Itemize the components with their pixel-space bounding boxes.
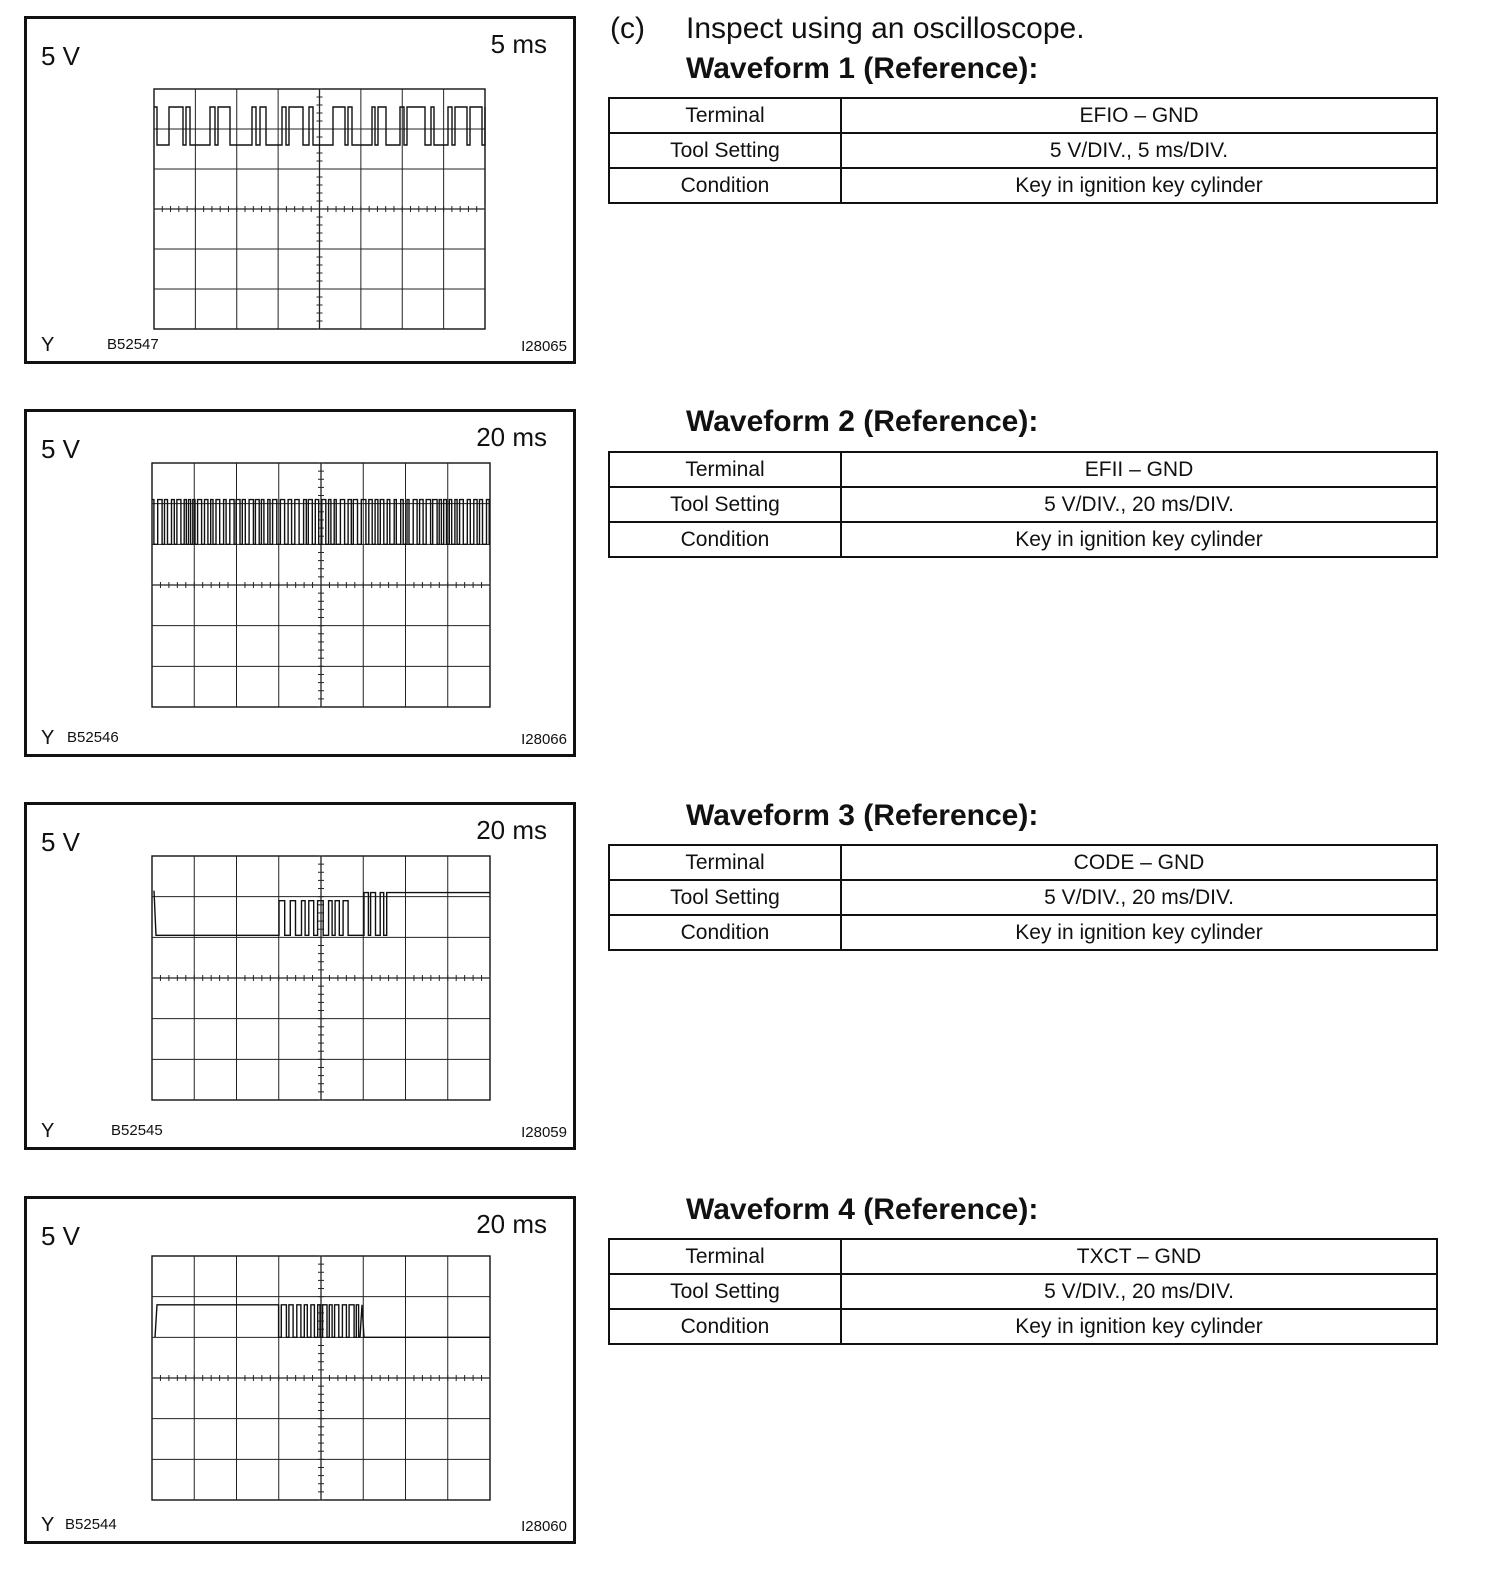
table-row xyxy=(609,487,1437,522)
y-label: Y xyxy=(41,727,55,749)
scope-panel-1 xyxy=(24,16,576,364)
scope-panel-4 xyxy=(24,1196,576,1544)
spec-value: Key in ignition key cylinder xyxy=(841,1309,1437,1344)
spec-value: Key in ignition key cylinder xyxy=(841,522,1437,557)
waveform-1-spec-table xyxy=(608,97,1438,204)
spec-key: Condition xyxy=(609,915,841,950)
spec-value: 5 V/DIV., 20 ms/DIV. xyxy=(841,880,1437,915)
spec-key: Condition xyxy=(609,168,841,203)
figure-code-right: I28066 xyxy=(521,731,567,748)
waveform-4-spec-table xyxy=(608,1238,1438,1345)
waveform-line xyxy=(155,1305,490,1338)
waveform-2-title: Waveform 2 (Reference): xyxy=(686,405,1039,438)
spec-value: Key in ignition key cylinder xyxy=(841,915,1437,950)
scope-graph-4 xyxy=(27,1199,579,1547)
spec-value: 5 V/DIV., 20 ms/DIV. xyxy=(841,487,1437,522)
figure-code-left: B52544 xyxy=(65,1516,117,1533)
y-label: Y xyxy=(41,1514,55,1536)
table-row xyxy=(609,133,1437,168)
table-row xyxy=(609,1239,1437,1274)
table-row xyxy=(609,98,1437,133)
spec-key: Condition xyxy=(609,1309,841,1344)
spec-value: 5 V/DIV., 5 ms/DIV. xyxy=(841,133,1437,168)
table-row xyxy=(609,880,1437,915)
time-scale-label: 20 ms xyxy=(476,422,547,452)
waveform-2-spec-table xyxy=(608,451,1438,558)
waveform-3-title: Waveform 3 (Reference): xyxy=(686,799,1039,832)
y-label: Y xyxy=(41,1120,55,1142)
scope-grid xyxy=(154,89,485,329)
volt-scale-label: 5 V xyxy=(41,1221,81,1251)
spec-value: Key in ignition key cylinder xyxy=(841,168,1437,203)
volt-scale-label: 5 V xyxy=(41,434,81,464)
instruction-text: Inspect using an oscilloscope. xyxy=(686,12,1085,45)
figure-code-right: I28059 xyxy=(521,1124,567,1141)
figure-code-right: I28060 xyxy=(521,1518,567,1535)
figure-code-left: B52546 xyxy=(67,729,119,746)
time-scale-label: 5 ms xyxy=(490,29,547,59)
y-label: Y xyxy=(41,334,55,356)
spec-key: Terminal xyxy=(609,1239,841,1274)
time-scale-label: 20 ms xyxy=(476,1209,547,1239)
waveform-3-spec-table xyxy=(608,844,1438,951)
figure-code-right: I28065 xyxy=(521,338,567,355)
scope-panel-3 xyxy=(24,802,576,1150)
figure-code-left: B52545 xyxy=(111,1122,163,1139)
spec-key: Tool Setting xyxy=(609,1274,841,1309)
volt-scale-label: 5 V xyxy=(41,827,81,857)
spec-value: EFII – GND xyxy=(841,452,1437,487)
spec-key: Terminal xyxy=(609,845,841,880)
table-row xyxy=(609,522,1437,557)
waveform-4-title: Waveform 4 (Reference): xyxy=(686,1193,1039,1226)
spec-key: Terminal xyxy=(609,452,841,487)
table-row xyxy=(609,452,1437,487)
table-row xyxy=(609,915,1437,950)
figure-code-left: B52547 xyxy=(107,336,159,353)
waveform-trace xyxy=(155,1305,490,1338)
spec-value: 5 V/DIV., 20 ms/DIV. xyxy=(841,1274,1437,1309)
table-row xyxy=(609,1309,1437,1344)
time-scale-label: 20 ms xyxy=(476,815,547,845)
scope-graph-3 xyxy=(27,805,579,1153)
step-prefix: (c) xyxy=(610,12,645,45)
waveform-1-title: Waveform 1 (Reference): xyxy=(686,52,1039,85)
spec-key: Tool Setting xyxy=(609,880,841,915)
table-row xyxy=(609,1274,1437,1309)
scope-graph-1 xyxy=(27,19,579,367)
spec-value: TXCT – GND xyxy=(841,1239,1437,1274)
spec-key: Terminal xyxy=(609,98,841,133)
spec-value: EFIO – GND xyxy=(841,98,1437,133)
spec-value: CODE – GND xyxy=(841,845,1437,880)
scope-graph-2 xyxy=(27,412,579,760)
volt-scale-label: 5 V xyxy=(41,41,81,71)
spec-key: Condition xyxy=(609,522,841,557)
scope-panel-2 xyxy=(24,409,576,757)
spec-key: Tool Setting xyxy=(609,133,841,168)
table-row xyxy=(609,168,1437,203)
scope-grid xyxy=(152,1256,490,1500)
spec-key: Tool Setting xyxy=(609,487,841,522)
table-row xyxy=(609,845,1437,880)
